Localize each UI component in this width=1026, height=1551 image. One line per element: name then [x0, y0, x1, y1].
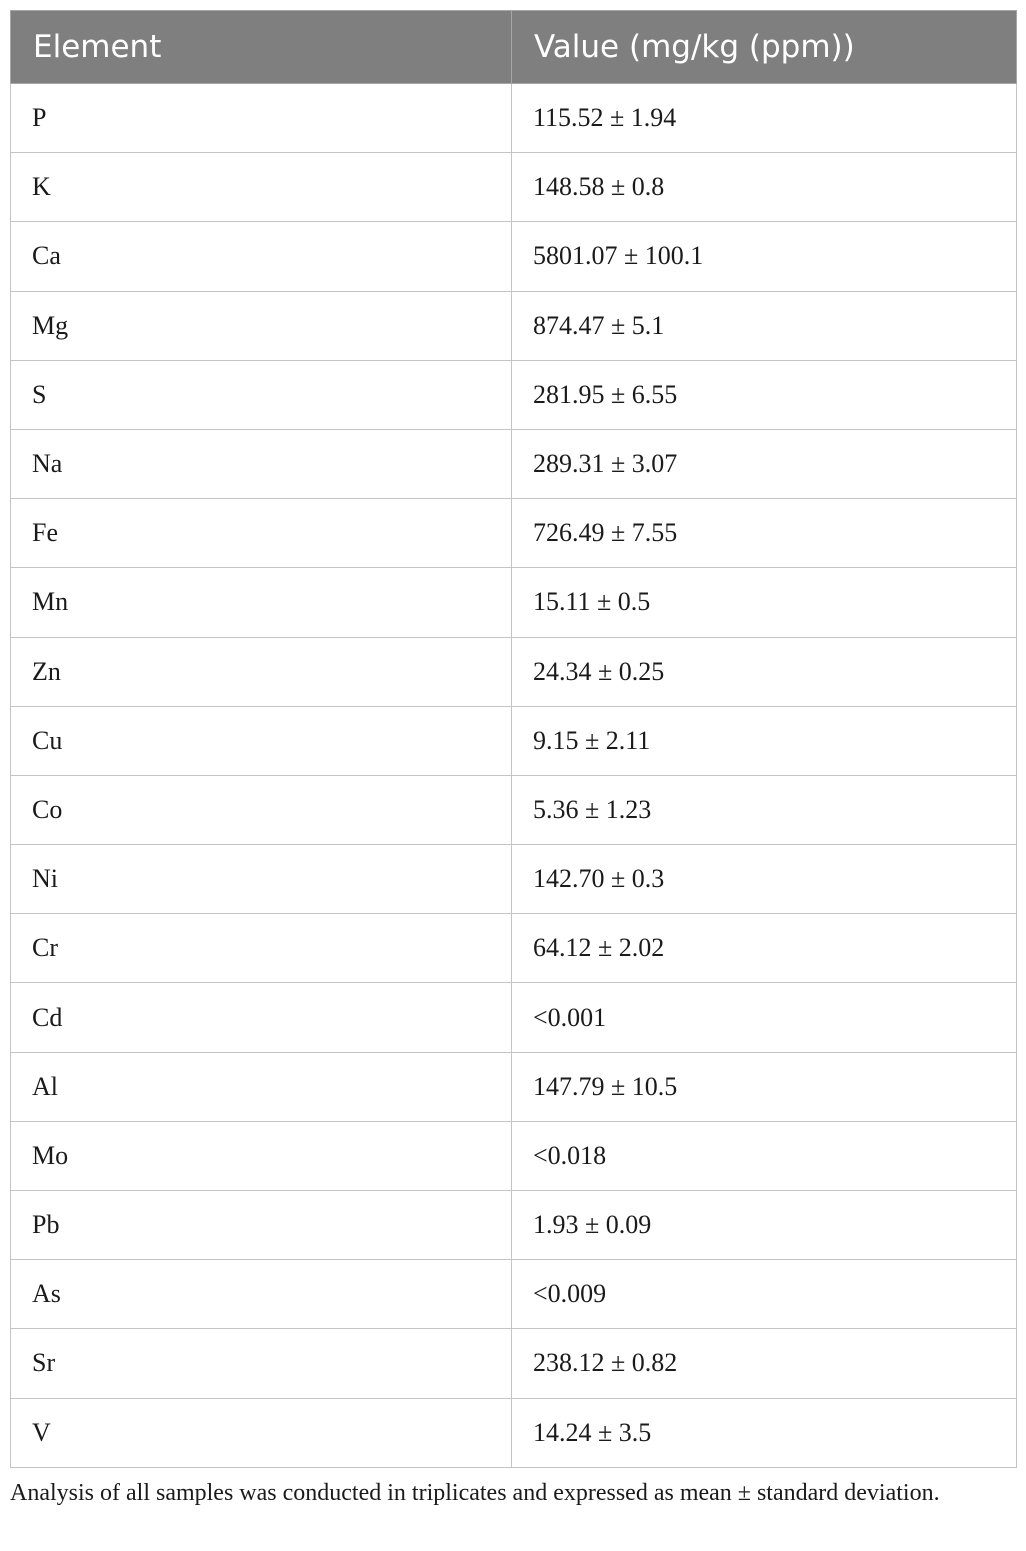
value-cell: 9.15 ± 2.11 [512, 706, 1017, 775]
table-row [11, 1191, 1017, 1260]
table-header-row [11, 11, 1017, 84]
table-footnote: Analysis of all samples was conducted in triplicates and expressed as mean ± standard deviation. [10, 1480, 940, 1506]
element-cell: Ca [11, 222, 512, 291]
table-row [11, 222, 1017, 291]
data-table-container [10, 10, 1016, 1468]
table-body [11, 84, 1017, 1468]
element-cell: Al [11, 1052, 512, 1121]
value-cell: 15.11 ± 0.5 [512, 568, 1017, 637]
table-row [11, 291, 1017, 360]
table-row [11, 637, 1017, 706]
element-cell: S [11, 360, 512, 429]
element-cell: Cd [11, 983, 512, 1052]
table-row [11, 1398, 1017, 1467]
value-cell: 115.52 ± 1.94 [512, 84, 1017, 153]
header-element: Element [11, 11, 512, 84]
value-cell: 5.36 ± 1.23 [512, 775, 1017, 844]
element-cell: Cr [11, 914, 512, 983]
element-cell: Sr [11, 1329, 512, 1398]
value-cell: <0.018 [512, 1121, 1017, 1190]
value-cell: 281.95 ± 6.55 [512, 360, 1017, 429]
element-cell: P [11, 84, 512, 153]
element-cell: Co [11, 775, 512, 844]
value-cell: 5801.07 ± 100.1 [512, 222, 1017, 291]
value-cell: 147.79 ± 10.5 [512, 1052, 1017, 1121]
element-values-table [10, 10, 1017, 1468]
element-cell: V [11, 1398, 512, 1467]
table-row [11, 1260, 1017, 1329]
table-row [11, 775, 1017, 844]
value-cell: 874.47 ± 5.1 [512, 291, 1017, 360]
value-cell: 289.31 ± 3.07 [512, 429, 1017, 498]
element-cell: Pb [11, 1191, 512, 1260]
header-value: Value (mg/kg (ppm)) [512, 11, 1017, 84]
value-cell: 1.93 ± 0.09 [512, 1191, 1017, 1260]
table-row [11, 1052, 1017, 1121]
table-row [11, 706, 1017, 775]
element-cell: Mo [11, 1121, 512, 1190]
table-row [11, 1121, 1017, 1190]
element-cell: Ni [11, 845, 512, 914]
value-cell: <0.001 [512, 983, 1017, 1052]
element-cell: Zn [11, 637, 512, 706]
table-row [11, 914, 1017, 983]
table-row [11, 845, 1017, 914]
table-row [11, 568, 1017, 637]
table-row [11, 1329, 1017, 1398]
element-cell: K [11, 153, 512, 222]
table-row [11, 153, 1017, 222]
value-cell: 64.12 ± 2.02 [512, 914, 1017, 983]
value-cell: 726.49 ± 7.55 [512, 499, 1017, 568]
value-cell: 14.24 ± 3.5 [512, 1398, 1017, 1467]
value-cell: 148.58 ± 0.8 [512, 153, 1017, 222]
table-row [11, 429, 1017, 498]
element-cell: Mg [11, 291, 512, 360]
element-cell: Na [11, 429, 512, 498]
element-cell: Mn [11, 568, 512, 637]
value-cell: <0.009 [512, 1260, 1017, 1329]
table-row [11, 983, 1017, 1052]
value-cell: 24.34 ± 0.25 [512, 637, 1017, 706]
value-cell: 238.12 ± 0.82 [512, 1329, 1017, 1398]
element-cell: As [11, 1260, 512, 1329]
table-row [11, 360, 1017, 429]
table-row [11, 499, 1017, 568]
element-cell: Cu [11, 706, 512, 775]
value-cell: 142.70 ± 0.3 [512, 845, 1017, 914]
element-cell: Fe [11, 499, 512, 568]
table-row [11, 84, 1017, 153]
